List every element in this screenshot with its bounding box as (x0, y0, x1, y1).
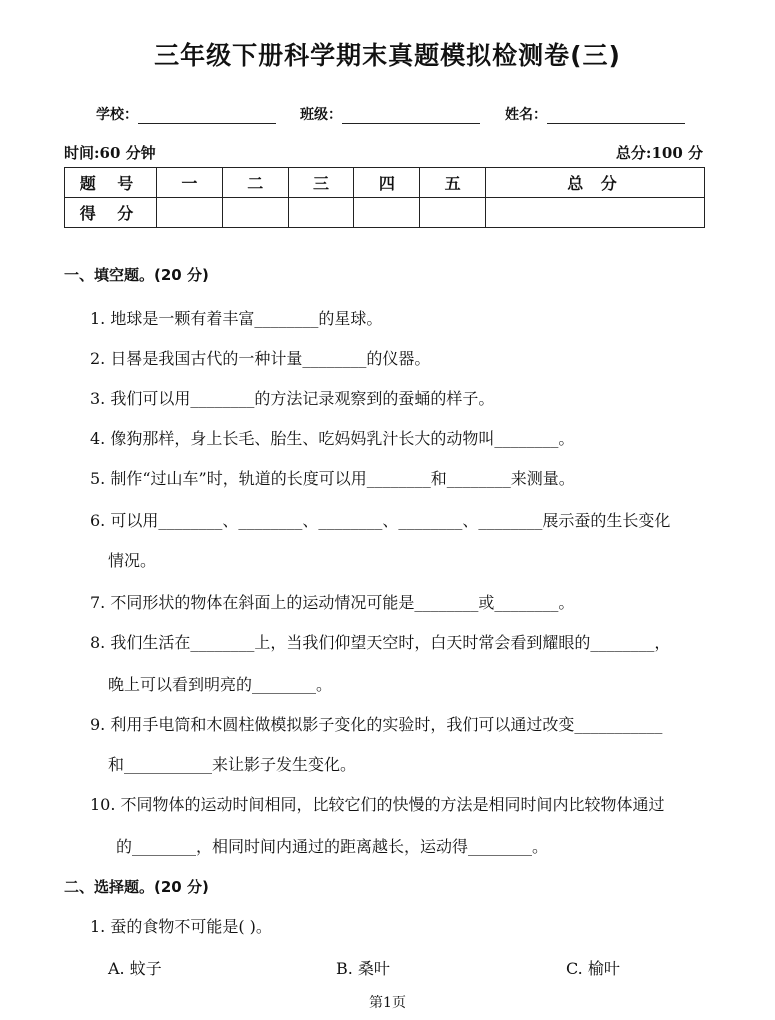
question-1-8-cont: 晚上可以看到明亮的________。 (108, 675, 333, 694)
question-1-10-cont: 的________，相同时间内通过的距离越长，运动得________。 (116, 837, 549, 856)
question-1-9-cont: 和___________来让影子发生变化。 (108, 755, 357, 774)
exam-time: 时间:60 分钟 (64, 144, 156, 162)
score-col-1: 一 (157, 168, 223, 198)
option-b: B. 桑叶 (336, 959, 390, 978)
score-cell (486, 198, 705, 228)
question-1-2: 2. 日晷是我国古代的一种计量________的仪器。 (90, 349, 431, 368)
section-1-heading: 一、填空题。(20 分) (64, 266, 209, 284)
score-col-2: 二 (222, 168, 288, 198)
option-c: C. 榆叶 (566, 959, 620, 978)
score-table (64, 167, 705, 228)
question-1-10: 10. 不同物体的运动时间相同，比较它们的快慢的方法是相同时间内比较物体通过 (90, 795, 665, 814)
name-label: 姓名： (505, 107, 547, 123)
score-col-label: 题 号 (65, 168, 157, 198)
option-a: A. 蚊子 (108, 959, 162, 978)
section-2-heading: 二、选择题。(20 分) (64, 878, 209, 896)
score-col-3: 三 (288, 168, 354, 198)
question-1-5: 5. 制作“过山车”时，轨道的长度可以用________和________来测量。 (90, 469, 575, 488)
question-1-7: 7. 不同形状的物体在斜面上的运动情况可能是________或________。 (90, 593, 575, 612)
score-cell (222, 198, 288, 228)
question-2-1: 1. 蚕的食物不可能是( )。 (90, 917, 272, 936)
score-cell (157, 198, 223, 228)
school-field (96, 104, 276, 124)
score-col-total: 总 分 (486, 168, 705, 198)
question-1-3: 3. 我们可以用________的方法记录观察到的蚕蛹的样子。 (90, 389, 495, 408)
score-cell (420, 198, 486, 228)
class-blank (342, 107, 480, 124)
page-number: 第1页 (369, 995, 406, 1011)
question-1-6: 6. 可以用________、________、________、________、________展示蚕的生长变化 (90, 511, 671, 530)
page-title: 三年级下册科学期末真题模拟检测卷(三) (154, 41, 621, 70)
score-table-score-row (65, 198, 705, 228)
question-1-9: 9. 利用手电筒和木圆柱做模拟影子变化的实验时，我们可以通过改变___________ (90, 715, 663, 734)
name-field (505, 104, 685, 124)
name-blank (547, 107, 685, 124)
question-1-4: 4. 像狗那样，身上长毛、胎生、吃妈妈乳汁长大的动物叫________。 (90, 429, 575, 448)
score-col-5: 五 (420, 168, 486, 198)
class-field (300, 104, 480, 124)
question-1-6-cont: 情况。 (108, 551, 157, 570)
score-cell (288, 198, 354, 228)
question-1-1: 1. 地球是一颗有着丰富________的星球。 (90, 309, 383, 328)
score-row-label: 得 分 (65, 198, 157, 228)
school-label: 学校： (96, 107, 138, 123)
total-score: 总分:100 分 (615, 144, 703, 162)
score-cell (354, 198, 420, 228)
question-1-8: 8. 我们生活在________上，当我们仰望天空时，白天时常会看到耀眼的________， (90, 633, 671, 652)
score-col-4: 四 (354, 168, 420, 198)
class-label: 班级： (300, 107, 342, 123)
school-blank (138, 107, 276, 124)
score-table-header-row (65, 168, 705, 198)
